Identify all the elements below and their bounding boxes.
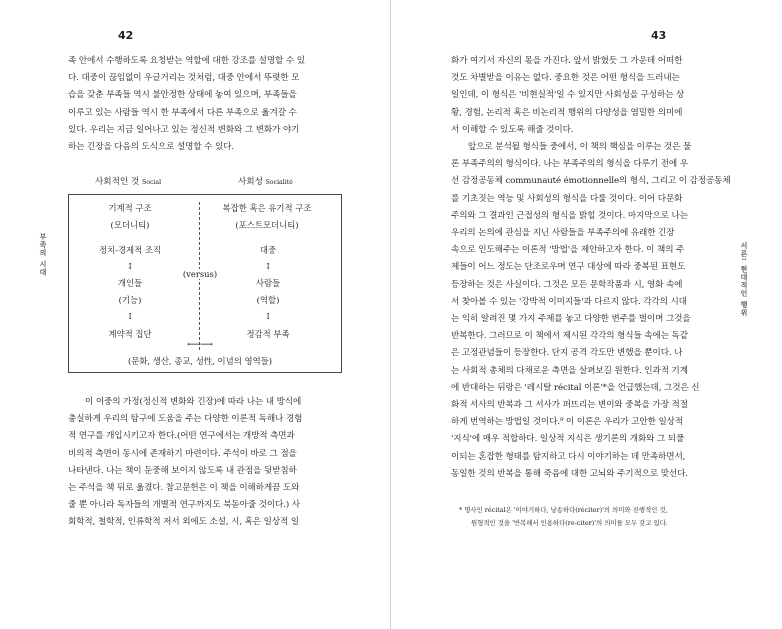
text-line: 황, 경험, 논리적 혹은 비논리적 행위의 다양성을 염밀한 의미에 <box>451 107 683 118</box>
heading-french: Socialité <box>265 179 293 186</box>
text-line: 속으로 인도해주는 이론적 '방법'을 제안하고자 한다. 이 책의 주 <box>451 245 685 256</box>
right-running-title: 서론: 현대적인 행위 <box>740 242 748 317</box>
right-arrow-2: ↕ <box>264 311 272 321</box>
right-page <box>391 0 782 629</box>
text-line: 다. 대중이 끊임없이 우글거리는 것처럼, 대중 안에서 뚜렷한 모 <box>68 73 300 84</box>
domains-label: (문화, 생산, 종교, 성性, 이념의 영역들) <box>127 356 273 366</box>
text-line: 충실하게 우리의 탐구에 도움을 주는 다양한 이론적 독해나 경험 <box>68 414 303 425</box>
double-arrow: ⟵⟶ <box>187 340 213 350</box>
heading-text: 사회성 <box>238 177 263 187</box>
text-line: 선 감정공동체 communauté émotionnelle의 형식, 그리고 이 감정공동체 <box>451 176 731 187</box>
right-page-number: 43 <box>651 29 667 42</box>
text-line: 것도 차별받을 이유는 없다. 중요한 것은 어떤 형식을 드러내는 <box>451 73 680 84</box>
left-structure-sub: (모더니티) <box>110 220 150 230</box>
text-line: 하는 긴장을 다음의 도식으로 설명할 수 있다. <box>68 142 235 153</box>
left-organization: 정치-경제적 조직 <box>98 245 162 255</box>
text-line: 우리의 논의에 관심을 지닌 사람들을 부족주의에 유래한 긴장 <box>451 228 675 239</box>
text-line: '지식'에 매우 적합하다. 일상적 지식은 생기론의 개화와 그 되풀 <box>451 434 685 445</box>
text-line: 이되는 혼잡한 형태를 탐지하고 다시 이야기하는 데 만족하면서, <box>451 451 686 462</box>
left-arrow-1: ↕ <box>126 261 134 271</box>
left-page-number: 42 <box>118 29 134 42</box>
text-line: 는 익히 알려진 몇 가지 주제를 놓고 다양한 변주를 벌이며 그것을 <box>451 314 691 325</box>
text-line: 서 찾아볼 수 있는 '강박적 이미지들'과 다르지 않다. 각각의 시대 <box>451 296 687 307</box>
left-running-title: 부족의 시대 <box>39 233 47 277</box>
text-line: 적 연구를 개입시키고자 한다.(어떤 연구에서는 개방적 측면과 <box>68 431 295 442</box>
heading-text: 사회적인 것 <box>95 177 140 187</box>
right-person: 사람들 <box>255 278 281 288</box>
left-paragraph-2 <box>68 394 344 532</box>
text-line: 일인데, 이 형식은 '비현실적'일 수 있지만 사회성을 구성하는 상 <box>451 90 685 101</box>
right-structure-sub: (포스트모더니티) <box>235 220 299 230</box>
right-paragraph-1 <box>451 53 727 139</box>
text-line: 앞으로 분석될 형식들 중에서, 이 책의 핵심을 이루는 것은 물 <box>468 142 692 152</box>
left-paragraph-1 <box>68 53 344 156</box>
right-arrow-1: ↕ <box>264 261 272 271</box>
text-line: 를 기초짓는 역능 및 사회성의 형식을 다룰 것이다. 이어 다문화 <box>451 193 683 204</box>
text-line: 나타낸다. 나는 책이 둔중해 보이지 않도록 내 관점을 뒷받침하 <box>68 465 297 476</box>
text-line: 화가 여기서 자신의 몫을 가진다. 앞서 밝혔듯 그 가운데 어떠한 <box>451 56 683 66</box>
text-line: 반복한다. 그러므로 이 책에서 제시된 각각의 형식들 속에는 독같 <box>451 331 688 342</box>
text-line: 이루고 있는 사람들 역시 한 부족에서 다른 부족으로 옮겨갈 수 <box>68 107 297 118</box>
text-line: 에 반대하는 뒤랑은 '레시탈 récital 이론'*을 언급했는데, 그것은 신 <box>451 382 700 393</box>
text-line: 서 이해할 수 있도록 해줄 것이다. <box>451 124 574 135</box>
left-person: 개인들 <box>117 278 143 288</box>
left-person-sub: (기능) <box>118 295 142 305</box>
right-paragraph-2 <box>451 139 731 483</box>
left-page <box>0 0 390 629</box>
text-line: 하게 번역하는 방법일 것이다.⁹ 이 이론은 우리가 고안한 일상적 <box>451 417 684 428</box>
footnote-line: 원형적인 것을 '반복해서 인용하다(re-citer)'의 의미를 모두 갖고 있다. <box>471 519 668 527</box>
diagram-heading-social <box>95 175 161 187</box>
right-person-sub: (역할) <box>256 295 280 305</box>
text-line: 주의와 그 결과인 근접성의 형식을 밝힐 것이다. 마지막으로 나는 <box>451 210 688 221</box>
right-group: 정감적 부족 <box>246 329 290 339</box>
text-line: 동일한 것의 반복을 통해 죽음에 대한 고뇌와 주기적으로 맞선다. <box>451 468 688 479</box>
left-arrow-2: ↕ <box>126 311 134 321</box>
text-line: 회학적, 철학적, 인류학적 저서 외에도 소설, 시, 혹은 일상적 일 <box>68 517 300 528</box>
text-line: 는 사회적 총체의 다채로운 측면을 살펴보길 원한다. 인과적 기계 <box>451 365 688 376</box>
diagram-heading-socialite <box>238 175 293 187</box>
footnote <box>459 504 668 530</box>
versus-label: (versus) <box>178 269 222 279</box>
left-structure: 기계적 구조 <box>108 203 152 213</box>
text-line: 등장하는 것은 사실이다. 그것은 모든 문학작품과 시, 영화 속에 <box>451 279 683 290</box>
text-line: 이 이중의 가정(정신적 변화와 긴장)에 따라 나는 내 방식에 <box>85 397 302 407</box>
text-line: 족 안에서 수행하도록 요청받는 역할에 대한 강조를 설명할 수 있 <box>68 56 305 66</box>
text-line: 있다. 우리는 지금 일어나고 있는 정신적 변화와 그 변화가 야기 <box>68 124 300 135</box>
text-line: 습을 갖춘 부족들 역시 불안정한 상태에 놓여 있으며, 부족들을 <box>68 90 297 101</box>
text-line: 은 고정관념들이 등장한다. 단지 공격 각도만 변했을 뿐이다. 나 <box>451 348 683 359</box>
heading-french: Social <box>141 179 162 186</box>
right-structure: 복잡한 혹은 유기적 구조 <box>222 203 312 213</box>
left-group: 계약적 집단 <box>108 329 152 339</box>
text-line: 론 부족주의의 형식이다. 나는 부족주의의 형식을 다루기 전에 우 <box>451 159 688 170</box>
text-line: 줄 뿐 아니라 독자들의 개별적 연구까지도 북돋아줄 것이다.) 사 <box>68 500 300 511</box>
right-organization: 대중 <box>259 245 277 255</box>
footnote-line: * 명사인 récital은 '이야기하다, 낭송하다(réciter)'의 의미와 진행적인 것, <box>459 506 668 514</box>
text-line: 제들이 어느 정도는 단조로우며 연구 대상에 따라 중복된 표현도 <box>451 262 686 273</box>
text-line: 비의적 측면이 동시에 존재하기 마련이다. 주석이 바로 그 점을 <box>68 448 297 459</box>
text-line: 화적 서사의 반복과 그 서사가 퍼뜨리는 변이와 중복을 가장 적절 <box>451 400 688 411</box>
text-line: 는 주석을 책 뒤로 옮겼다. 참고문헌은 이 책을 이해하게끔 도와 <box>68 483 300 494</box>
